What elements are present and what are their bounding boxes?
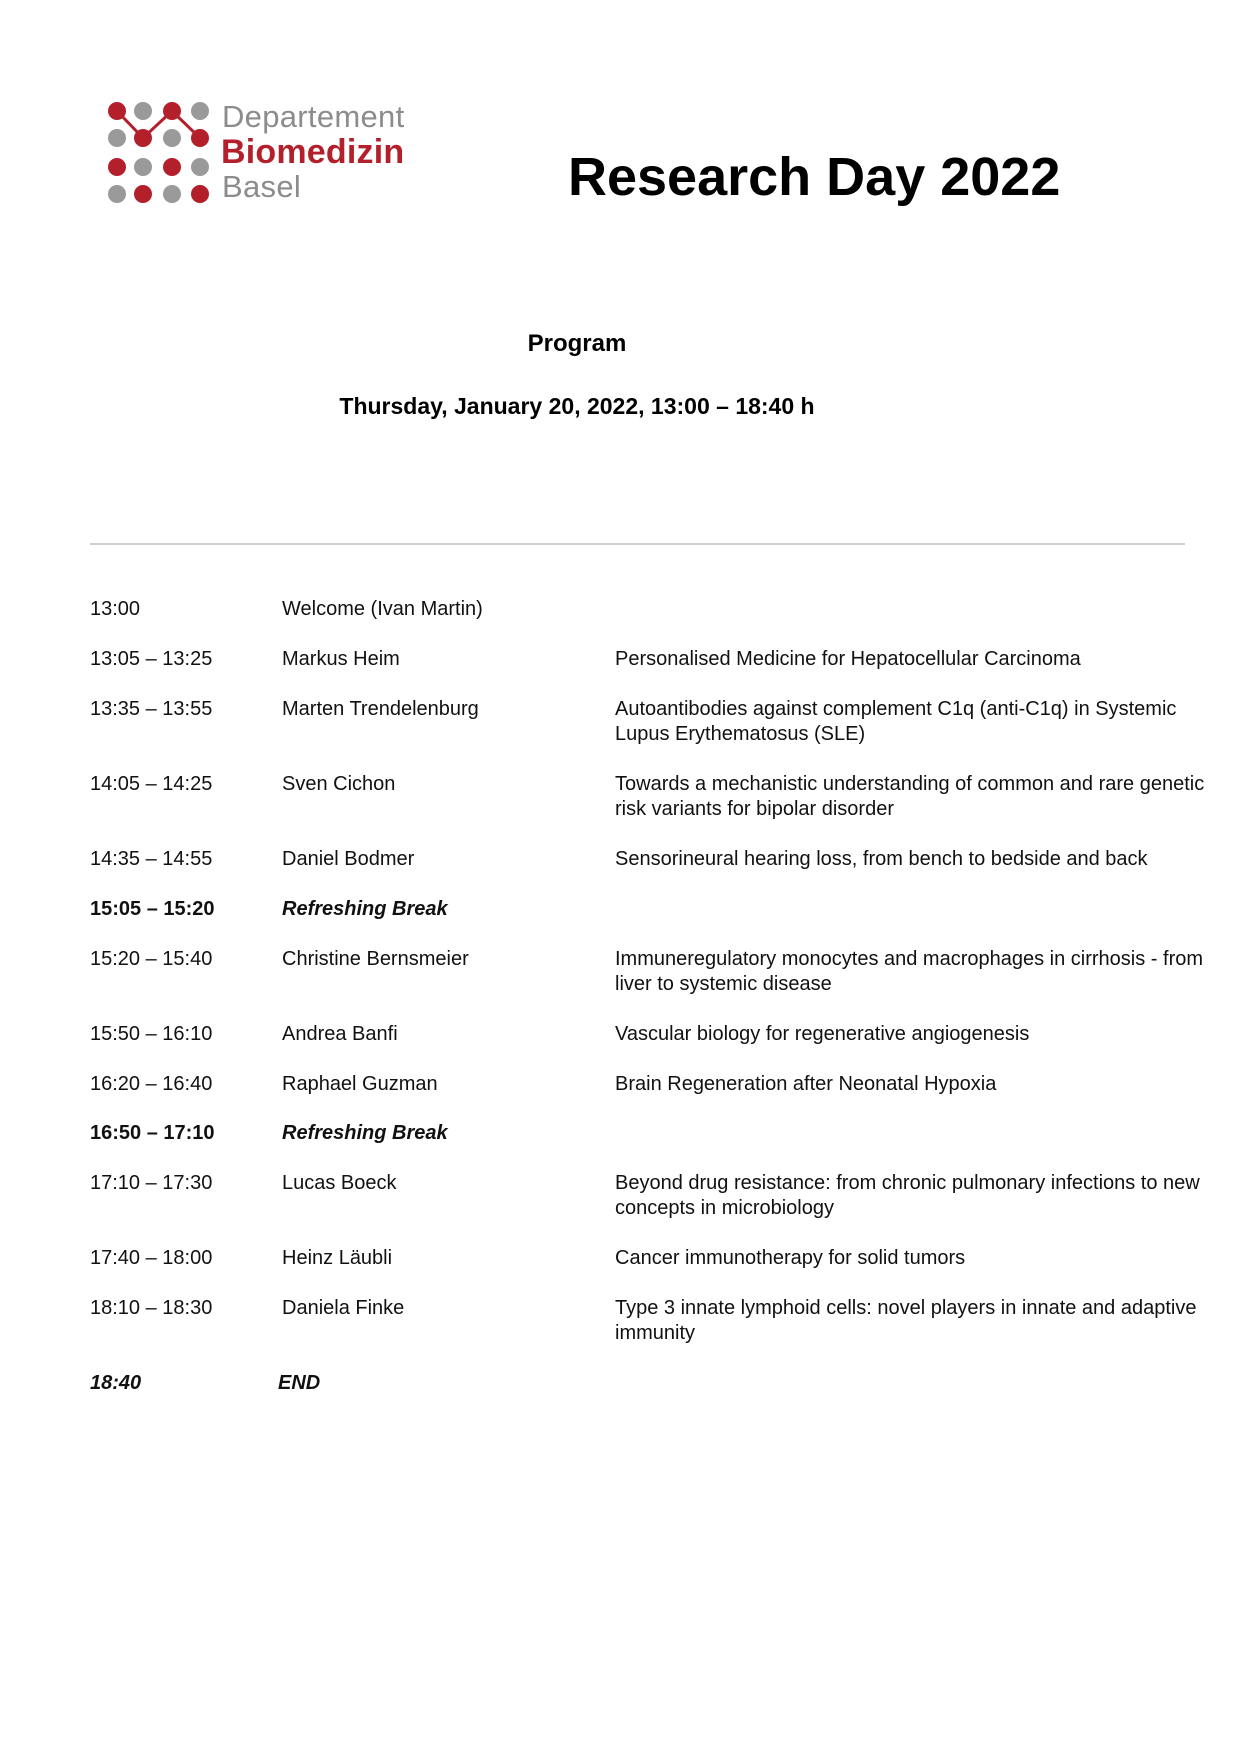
logo-dot bbox=[134, 129, 152, 147]
talk-title: Autoantibodies against complement C1q (anti-C1q) in Systemic Lupus Erythematosus (SLE) bbox=[615, 698, 1177, 745]
speaker-name: Sven Cichon bbox=[282, 773, 396, 795]
logo-dot bbox=[163, 158, 181, 176]
time-slot: 16:50 – 17:10 bbox=[90, 1122, 215, 1144]
logo-dot bbox=[108, 185, 126, 203]
time-slot: 15:20 – 15:40 bbox=[90, 948, 213, 970]
time-slot: 14:35 – 14:55 bbox=[90, 848, 213, 870]
logo-connector-lines bbox=[117, 111, 200, 138]
talk-title: Type 3 innate lymphoid cells: novel players in innate and adaptive immunity bbox=[615, 1297, 1197, 1344]
session-label: END bbox=[278, 1372, 321, 1394]
logo-text-departement: Departement bbox=[222, 99, 405, 134]
logo-dots bbox=[108, 102, 209, 203]
speaker-name: Christine Bernsmeier bbox=[282, 948, 469, 970]
logo-dot bbox=[191, 102, 209, 120]
talk-title: Beyond drug resistance: from chronic pulmonary infections to new concepts in microbiology bbox=[615, 1172, 1200, 1219]
time-slot: 14:05 – 14:25 bbox=[90, 773, 213, 795]
time-slot: 15:50 – 16:10 bbox=[90, 1023, 213, 1045]
time-slot: 16:20 – 16:40 bbox=[90, 1073, 213, 1095]
time-slot: 13:05 – 13:25 bbox=[90, 648, 213, 670]
logo-dot bbox=[134, 158, 152, 176]
divider bbox=[90, 543, 1185, 545]
logo-dot bbox=[191, 185, 209, 203]
talk-title: Immuneregulatory monocytes and macrophages in cirrhosis - from liver to systemic disease bbox=[615, 948, 1204, 995]
speaker-name: Markus Heim bbox=[282, 648, 400, 670]
speaker-name: Daniel Bodmer bbox=[282, 848, 415, 870]
speaker-name: Heinz Läubli bbox=[282, 1247, 393, 1269]
program-heading: Program bbox=[527, 330, 627, 357]
talk-title: Towards a mechanistic understanding of common and rare genetic risk variants for bipolar disorder bbox=[615, 773, 1205, 820]
talk-title: Sensorineural hearing loss, from bench to bedside and back bbox=[615, 848, 1148, 870]
talk-title: Brain Regeneration after Neonatal Hypoxia bbox=[615, 1073, 997, 1095]
document-title: Research Day 2022 bbox=[568, 147, 1061, 207]
logo-dot bbox=[108, 158, 126, 176]
logo-text-basel: Basel bbox=[222, 169, 302, 204]
time-slot: 15:05 – 15:20 bbox=[90, 898, 215, 920]
logo-text-biomedizin: Biomedizin bbox=[221, 133, 405, 171]
speaker-name: Raphael Guzman bbox=[282, 1073, 438, 1095]
speaker-name: Marten Trendelenburg bbox=[282, 698, 479, 720]
time-slot: 17:10 – 17:30 bbox=[90, 1172, 213, 1194]
logo-dot bbox=[134, 102, 152, 120]
logo-dot bbox=[108, 129, 126, 147]
speaker-name: Welcome (Ivan Martin) bbox=[282, 598, 483, 620]
session-label: Refreshing Break bbox=[282, 1122, 448, 1144]
time-slot: 17:40 – 18:00 bbox=[90, 1247, 213, 1269]
speaker-name: Andrea Banfi bbox=[282, 1023, 398, 1045]
time-slot: 18:10 – 18:30 bbox=[90, 1297, 213, 1319]
time-slot: 13:00 bbox=[90, 598, 141, 620]
time-slot: 13:35 – 13:55 bbox=[90, 698, 213, 720]
speaker-name: Lucas Boeck bbox=[282, 1172, 397, 1194]
speaker-name: Daniela Finke bbox=[282, 1297, 405, 1319]
logo-dot bbox=[191, 158, 209, 176]
logo-dot bbox=[134, 185, 152, 203]
logo-dot-grid-icon bbox=[100, 95, 220, 215]
session-label: Refreshing Break bbox=[282, 898, 448, 920]
department-logo bbox=[100, 95, 430, 215]
talk-title: Personalised Medicine for Hepatocellular Carcinoma bbox=[615, 648, 1081, 670]
talk-title: Vascular biology for regenerative angiogenesis bbox=[615, 1023, 1030, 1045]
logo-dot bbox=[108, 102, 126, 120]
logo-dot bbox=[191, 129, 209, 147]
logo-dot bbox=[163, 185, 181, 203]
talk-title: Cancer immunotherapy for solid tumors bbox=[615, 1247, 966, 1269]
time-slot: 18:40 bbox=[90, 1372, 142, 1394]
logo-dot bbox=[163, 129, 181, 147]
event-date-line: Thursday, January 20, 2022, 13:00 – 18:40 h bbox=[339, 393, 815, 419]
logo-dot bbox=[163, 102, 181, 120]
